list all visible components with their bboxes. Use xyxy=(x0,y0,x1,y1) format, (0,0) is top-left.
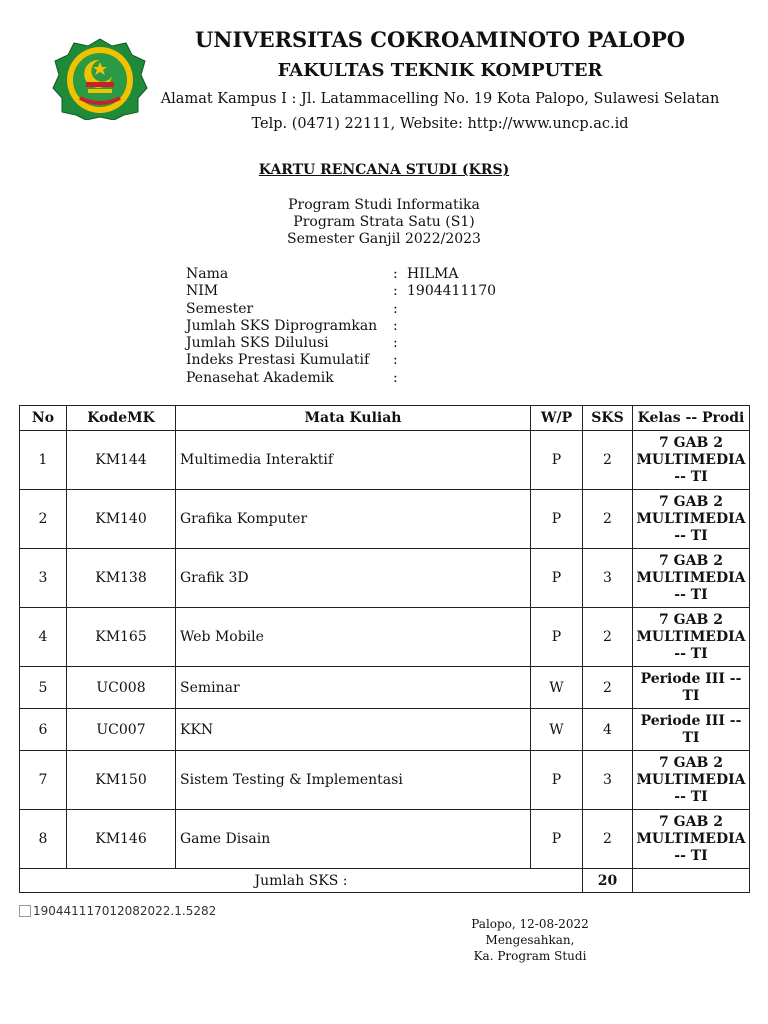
cell-no: 5 xyxy=(20,667,67,709)
cell-mata-kuliah: Web Mobile xyxy=(176,608,531,667)
column-header-wp: W/P xyxy=(531,406,583,431)
cell-wp: P xyxy=(531,810,583,869)
cell-mata-kuliah: Grafik 3D xyxy=(176,549,531,608)
table-row xyxy=(20,667,750,709)
cell-no: 1 xyxy=(20,431,67,490)
kelas-line: 7 GAB 2 xyxy=(659,434,723,451)
cell-no: 4 xyxy=(20,608,67,667)
table-row xyxy=(20,751,750,810)
kelas-line: MULTIMEDIA xyxy=(636,830,746,847)
info-label: Jumlah SKS Dilulusi xyxy=(186,335,329,352)
info-label: Semester xyxy=(186,300,254,317)
sign-date: Palopo, 12-08-2022 xyxy=(471,917,589,931)
cell-kode: UC007 xyxy=(67,709,176,751)
kelas-line: 7 GAB 2 xyxy=(659,754,723,771)
table-row xyxy=(20,810,750,869)
total-row xyxy=(20,869,750,893)
cell-wp: P xyxy=(531,751,583,810)
kelas-line: 7 GAB 2 xyxy=(659,813,723,830)
column-header-no: No xyxy=(20,406,67,431)
program-study: Program Studi Informatika xyxy=(288,197,480,213)
column-header-mata-kuliah: Mata Kuliah xyxy=(176,406,531,431)
kelas-line: TI xyxy=(682,687,700,704)
cell-kelas xyxy=(633,709,750,751)
info-value xyxy=(407,352,496,369)
kelas-line: MULTIMEDIA xyxy=(636,628,746,645)
cell-mata-kuliah: Sistem Testing & Implementasi xyxy=(176,751,531,810)
cell-kode: KM146 xyxy=(67,810,176,869)
info-value: HILMA xyxy=(407,266,459,282)
info-label: Nama xyxy=(186,266,229,282)
kelas-line: -- TI xyxy=(674,527,708,544)
cell-no: 6 xyxy=(20,709,67,751)
cell-wp: P xyxy=(531,608,583,667)
total-empty-cell xyxy=(633,869,750,893)
kelas-line: MULTIMEDIA xyxy=(636,510,746,527)
info-row-advisor: Penasehat Akademik : xyxy=(186,370,496,387)
cell-kelas xyxy=(633,549,750,608)
cell-sks: 3 xyxy=(583,549,633,608)
table-header-row xyxy=(20,406,750,431)
cell-kode: KM165 xyxy=(67,608,176,667)
cell-mata-kuliah: Seminar xyxy=(176,667,531,709)
barcode-alt-text: 190441117012082022.1.5282 xyxy=(33,904,217,918)
university-name: UNIVERSITAS COKROAMINOTO PALOPO xyxy=(194,27,686,52)
table-row xyxy=(20,490,750,549)
cell-kelas xyxy=(633,810,750,869)
kelas-line: MULTIMEDIA xyxy=(636,569,746,586)
course-table xyxy=(19,405,750,893)
barcode-image xyxy=(19,904,216,918)
student-info xyxy=(186,266,496,387)
cell-sks: 2 xyxy=(583,431,633,490)
kelas-line: Periode III -- xyxy=(640,712,742,729)
cell-mata-kuliah: KKN xyxy=(176,709,531,751)
sign-approve: Mengesahkan, xyxy=(485,933,575,947)
info-row-ipk: Indeks Prestasi Kumulatif : xyxy=(186,352,496,369)
cell-sks: 4 xyxy=(583,709,633,751)
column-header-sks: SKS xyxy=(583,406,633,431)
signature-block xyxy=(470,916,590,964)
cell-no: 7 xyxy=(20,751,67,810)
column-header-kelas-prodi: Kelas -- Prodi xyxy=(633,406,750,431)
info-label: NIM xyxy=(186,283,219,300)
cell-kode: UC008 xyxy=(67,667,176,709)
cell-wp: W xyxy=(531,709,583,751)
cell-mata-kuliah: Grafika Komputer xyxy=(176,490,531,549)
cell-kelas xyxy=(633,608,750,667)
cell-wp: P xyxy=(531,431,583,490)
cell-no: 8 xyxy=(20,810,67,869)
total-sks: 20 xyxy=(583,869,633,893)
cell-sks: 2 xyxy=(583,810,633,869)
cell-no: 2 xyxy=(20,490,67,549)
cell-kelas xyxy=(633,431,750,490)
kelas-line: -- TI xyxy=(674,847,708,864)
total-label: Jumlah SKS : xyxy=(20,869,583,893)
info-row-nim: NIM : 1904411170 xyxy=(186,283,497,300)
campus-address: Alamat Kampus I : Jl. Latammacelling No. 19 Kota Palopo, Sulawesi Selatan xyxy=(160,91,720,107)
cell-wp: W xyxy=(531,667,583,709)
cell-sks: 3 xyxy=(583,751,633,810)
faculty-name: FAKULTAS TEKNIK KOMPUTER xyxy=(277,60,603,81)
cell-wp: P xyxy=(531,549,583,608)
cell-sks: 2 xyxy=(583,490,633,549)
cell-sks: 2 xyxy=(583,608,633,667)
kelas-line: 7 GAB 2 xyxy=(659,611,723,628)
table-row xyxy=(20,431,750,490)
table-row xyxy=(20,608,750,667)
info-value: 1904411170 xyxy=(407,283,497,300)
document-title: KARTU RENCANA STUDI (KRS) xyxy=(258,162,510,178)
kelas-line: 7 GAB 2 xyxy=(659,552,723,569)
kelas-line: -- TI xyxy=(674,788,708,805)
cell-wp: P xyxy=(531,490,583,549)
kelas-line: 7 GAB 2 xyxy=(659,493,723,510)
info-value xyxy=(407,318,496,335)
info-label: Indeks Prestasi Kumulatif xyxy=(186,352,370,369)
kelas-line: -- TI xyxy=(674,586,708,603)
info-row-name: Nama : HILMA xyxy=(186,266,496,283)
info-value xyxy=(407,301,496,318)
cell-kode: KM150 xyxy=(67,751,176,810)
info-value xyxy=(407,335,496,352)
info-row-sks-passed: Jumlah SKS Dilulusi : xyxy=(186,335,496,352)
info-row-semester: Semester : xyxy=(186,301,496,318)
table-row xyxy=(20,549,750,608)
cell-kelas xyxy=(633,751,750,810)
column-header-kodemk: KodeMK xyxy=(67,406,176,431)
program-level: Program Strata Satu (S1) xyxy=(293,214,475,230)
semester-period: Semester Ganjil 2022/2023 xyxy=(287,231,481,247)
kelas-line: MULTIMEDIA xyxy=(636,771,746,788)
cell-no: 3 xyxy=(20,549,67,608)
kelas-line: MULTIMEDIA xyxy=(636,451,746,468)
kelas-line: -- TI xyxy=(674,468,708,485)
cell-mata-kuliah: Multimedia Interaktif xyxy=(176,431,531,490)
cell-kode: KM138 xyxy=(67,549,176,608)
cell-kode: KM144 xyxy=(67,431,176,490)
contact-info: Telp. (0471) 22111, Website: http://www.uncp.ac.id xyxy=(251,116,629,132)
cell-kode: KM140 xyxy=(67,490,176,549)
broken-image-icon xyxy=(19,905,31,917)
info-row-sks-programmed: Jumlah SKS Diprogramkan : xyxy=(186,318,496,335)
info-label: Penasehat Akademik xyxy=(186,369,334,386)
sign-role: Ka. Program Studi xyxy=(473,949,587,963)
info-label: Jumlah SKS Diprogramkan xyxy=(186,317,378,334)
cell-mata-kuliah: Game Disain xyxy=(176,810,531,869)
table-row xyxy=(20,709,750,751)
kelas-line: Periode III -- xyxy=(640,670,742,687)
kelas-line: -- TI xyxy=(674,645,708,662)
cell-kelas xyxy=(633,667,750,709)
cell-sks: 2 xyxy=(583,667,633,709)
kelas-line: TI xyxy=(682,729,700,746)
cell-kelas xyxy=(633,490,750,549)
info-value xyxy=(407,370,496,387)
